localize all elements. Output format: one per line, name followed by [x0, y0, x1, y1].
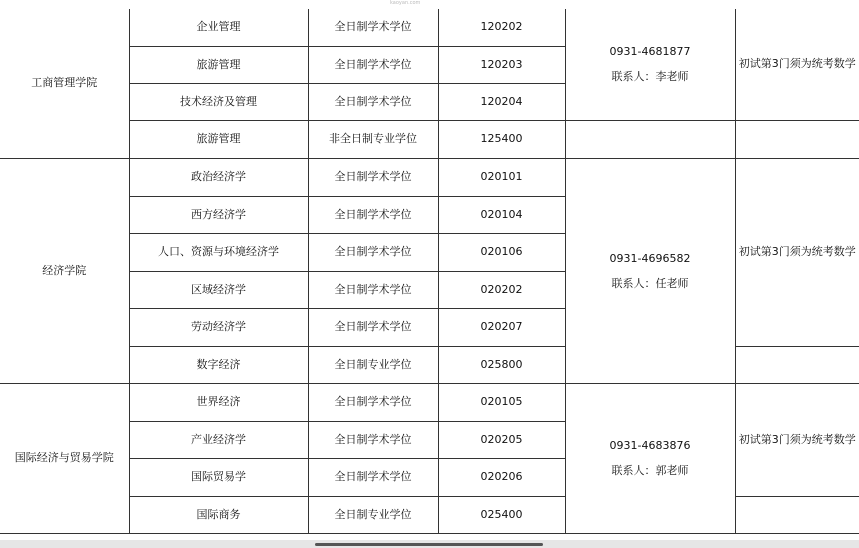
- major-cell: 政治经济学: [129, 158, 308, 196]
- degree-type-cell: 全日制学术学位: [308, 9, 438, 46]
- degree-type-cell: 全日制学术学位: [308, 271, 438, 308]
- college-cell: 经济学院: [0, 158, 129, 383]
- degree-type-cell: 全日制学术学位: [308, 308, 438, 346]
- note-cell-empty: [735, 120, 859, 158]
- contact-person: 联系人：任老师: [611, 276, 689, 290]
- degree-type-cell: 全日制学术学位: [308, 421, 438, 458]
- major-cell: 世界经济: [129, 383, 308, 421]
- major-cell: 技术经济及管理: [129, 83, 308, 120]
- major-code-cell: 020105: [438, 383, 565, 421]
- major-cell: 劳动经济学: [129, 308, 308, 346]
- note-cell: 初试第3门须为统考数学: [735, 158, 859, 346]
- contact-cell-empty: [565, 120, 735, 158]
- college-cell: 国际经济与贸易学院: [0, 383, 129, 533]
- major-cell: 西方经济学: [129, 196, 308, 233]
- college-cell: 工商管理学院: [0, 9, 129, 158]
- note-cell: 初试第3门须为统考数学: [735, 9, 859, 120]
- contact-person: 联系人：李老师: [611, 70, 689, 84]
- major-code-cell: 125400: [438, 120, 565, 158]
- contact-cell: [565, 9, 735, 120]
- major-cell: 产业经济学: [129, 421, 308, 458]
- major-cell: 国际贸易学: [129, 458, 308, 496]
- contact-phone: 0931-4683876: [609, 439, 691, 452]
- home-indicator[interactable]: [315, 543, 543, 546]
- degree-type-cell: 全日制学术学位: [308, 196, 438, 233]
- contact-cell: [565, 158, 735, 383]
- contact-phone: 0931-4681877: [609, 45, 691, 59]
- major-code-cell: 025800: [438, 346, 565, 383]
- table-row: [0, 158, 859, 196]
- note-cell-empty: [735, 346, 859, 383]
- note-cell: 初试第3门须为统考数学: [735, 383, 859, 496]
- table-row: [0, 120, 859, 158]
- degree-type-cell: 非全日制专业学位: [308, 120, 438, 158]
- table-row: [0, 383, 859, 421]
- major-code-cell: 020106: [438, 233, 565, 271]
- degree-type-cell: 全日制学术学位: [308, 46, 438, 83]
- major-cell: 区域经济学: [129, 271, 308, 308]
- contact-phone: 0931-4696582: [609, 251, 691, 265]
- major-cell: 人口、资源与环境经济学: [129, 233, 308, 271]
- degree-type-cell: 全日制专业学位: [308, 346, 438, 383]
- degree-type-cell: 全日制学术学位: [308, 458, 438, 496]
- major-code-cell: 020207: [438, 308, 565, 346]
- major-code-cell: 020104: [438, 196, 565, 233]
- contact-cell: [565, 383, 735, 533]
- major-cell: 国际商务: [129, 496, 308, 533]
- note-cell-empty: [735, 496, 859, 533]
- major-code-cell: 025400: [438, 496, 565, 533]
- contact-person: 联系人：郭老师: [611, 464, 689, 477]
- major-cell: 旅游管理: [129, 120, 308, 158]
- major-code-cell: 020101: [438, 158, 565, 196]
- degree-type-cell: 全日制学术学位: [308, 83, 438, 120]
- admissions-table: [0, 9, 859, 534]
- major-code-cell: 120202: [438, 9, 565, 46]
- degree-type-cell: 全日制学术学位: [308, 383, 438, 421]
- major-cell: 旅游管理: [129, 46, 308, 83]
- table-row: [0, 9, 859, 46]
- major-code-cell: 020206: [438, 458, 565, 496]
- major-cell: 数字经济: [129, 346, 308, 383]
- major-cell: 企业管理: [129, 9, 308, 46]
- degree-type-cell: 全日制学术学位: [308, 233, 438, 271]
- degree-type-cell: 全日制学术学位: [308, 158, 438, 196]
- degree-type-cell: 全日制专业学位: [308, 496, 438, 533]
- major-code-cell: 020205: [438, 421, 565, 458]
- major-code-cell: 020202: [438, 271, 565, 308]
- major-code-cell: 120203: [438, 46, 565, 83]
- major-code-cell: 120204: [438, 83, 565, 120]
- watermark-text: kaoyan.com: [390, 0, 421, 6]
